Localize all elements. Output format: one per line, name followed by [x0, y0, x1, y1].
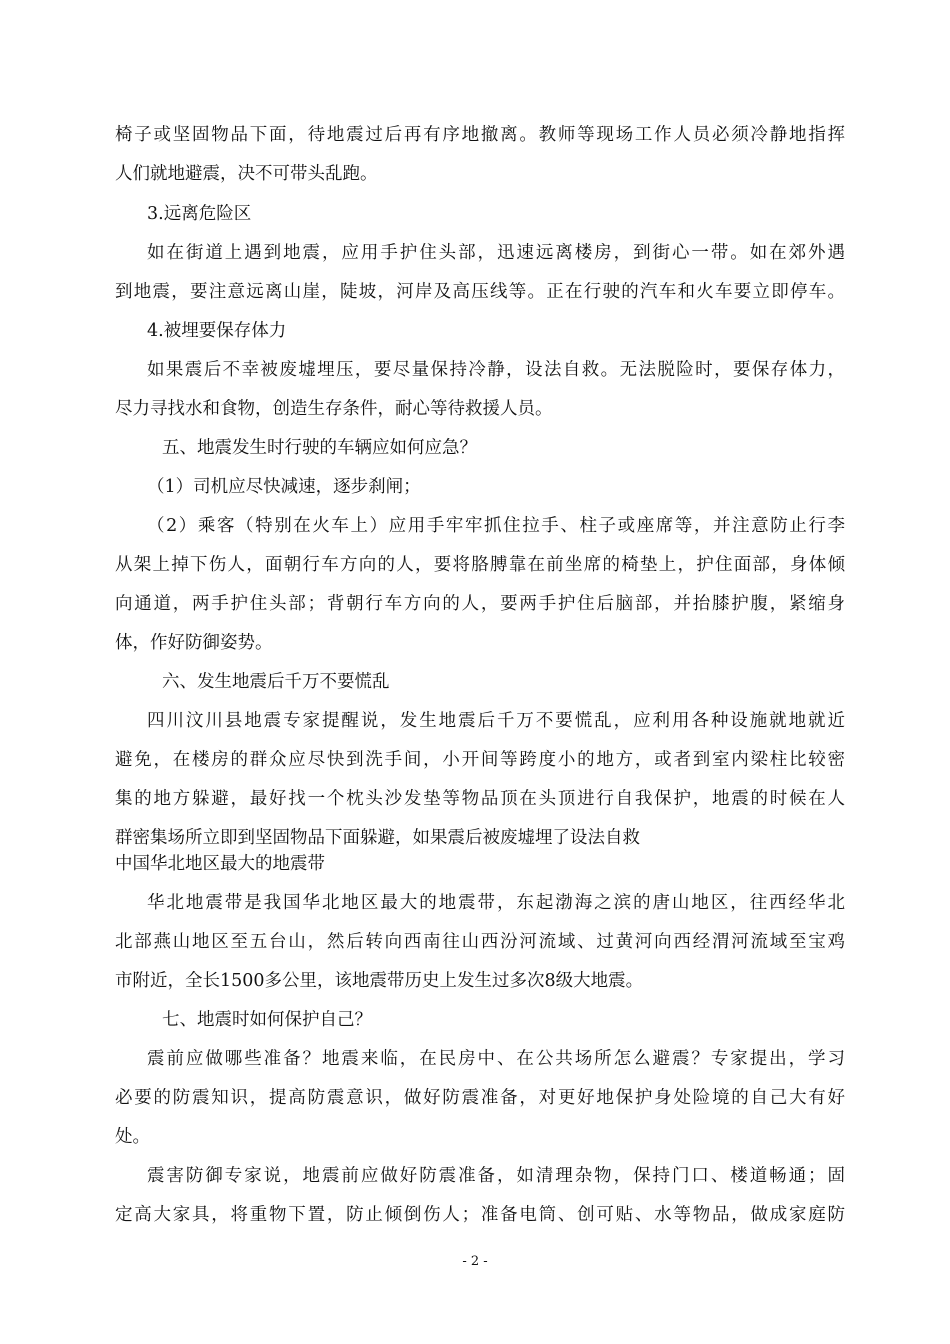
paragraph-line: 群密集场所立即到坚固物品下面躲避，如果震后被废墟埋了设法自救	[115, 828, 640, 848]
paragraph-line: 椅子或坚固物品下面，待地震过后再有序地撤离。教师等现场工作人员必须冷静地指挥	[115, 125, 845, 145]
section-heading: 3.远离危险区	[147, 204, 252, 224]
paragraph-line: （1）司机应尽快减速，逐步刹闸；	[147, 477, 421, 497]
paragraph-line: 必要的防震知识，提高防震意识，做好防震准备，对更好地保护身处险境的自己大有好	[115, 1088, 845, 1108]
paragraph-line: 避免，在楼房的群众应尽快到洗手间，小开间等跨度小的地方，或者到室内梁柱比较密	[115, 750, 845, 770]
paragraph-line: 从架上掉下伤人，面朝行车方向的人，要将胳膊靠在前坐席的椅垫上，护住面部，身体倾	[115, 555, 845, 575]
section-heading: 中国华北地区最大的地震带	[115, 854, 325, 874]
paragraph-line: 集的地方躲避，最好找一个枕头沙发垫等物品顶在头顶进行自我保护，地震的时候在人	[115, 789, 845, 809]
paragraph-line: 尽力寻找水和食物，创造生存条件，耐心等待救援人员。	[115, 399, 553, 419]
paragraph-line: 向通道，两手护住头部；背朝行车方向的人，要两手护住后脑部，并抬膝护腹，紧缩身	[115, 594, 845, 614]
paragraph-line: 定高大家具，将重物下置，防止倾倒伤人；准备电筒、创可贴、水等物品，做成家庭防	[115, 1205, 845, 1225]
paragraph-line: 震害防御专家说，地震前应做好防震准备，如清理杂物，保持门口、楼道畅通；固	[147, 1166, 845, 1186]
paragraph-line: 市附近，全长1500多公里，该地震带历史上发生过多次8级大地震。	[115, 971, 644, 991]
paragraph-line: 北部燕山地区至五台山，然后转向西南往山西汾河流域、过黄河向西经渭河流域至宝鸡	[115, 932, 845, 952]
paragraph-line: 四川汶川县地震专家提醒说，发生地震后千万不要慌乱，应利用各种设施就地就近	[147, 711, 845, 731]
section-heading: 七、地震时如何保护自己？	[162, 1010, 372, 1030]
paragraph-line: 体，作好防御姿势。	[115, 633, 273, 653]
paragraph-line: 震前应做哪些准备？地震来临，在民房中、在公共场所怎么避震？专家提出，学习	[147, 1049, 845, 1069]
paragraph-line: 人们就地避震，决不可带头乱跑。	[115, 164, 378, 184]
section-heading: 4.被埋要保存体力	[147, 321, 287, 341]
section-heading: 六、发生地震后千万不要慌乱	[162, 672, 390, 692]
section-heading: 五、地震发生时行驶的车辆应如何应急？	[162, 438, 477, 458]
page-number: - 2 -	[462, 1254, 488, 1269]
paragraph-line: 华北地震带是我国华北地区最大的地震带，东起渤海之滨的唐山地区，往西经华北	[147, 893, 845, 913]
paragraph-line: 到地震，要注意远离山崖，陡坡，河岸及高压线等。正在行驶的汽车和火车要立即停车。	[115, 282, 845, 302]
paragraph-line: （2）乘客（特别在火车上）应用手牢牢抓住拉手、柱子或座席等，并注意防止行李	[147, 516, 845, 536]
paragraph-line: 处。	[115, 1127, 150, 1147]
paragraph-line: 如果震后不幸被废墟埋压，要尽量保持冷静，设法自救。无法脱险时，要保存体力，	[147, 360, 845, 380]
paragraph-line: 如在街道上遇到地震，应用手护住头部，迅速远离楼房，到街心一带。如在郊外遇	[147, 243, 845, 263]
